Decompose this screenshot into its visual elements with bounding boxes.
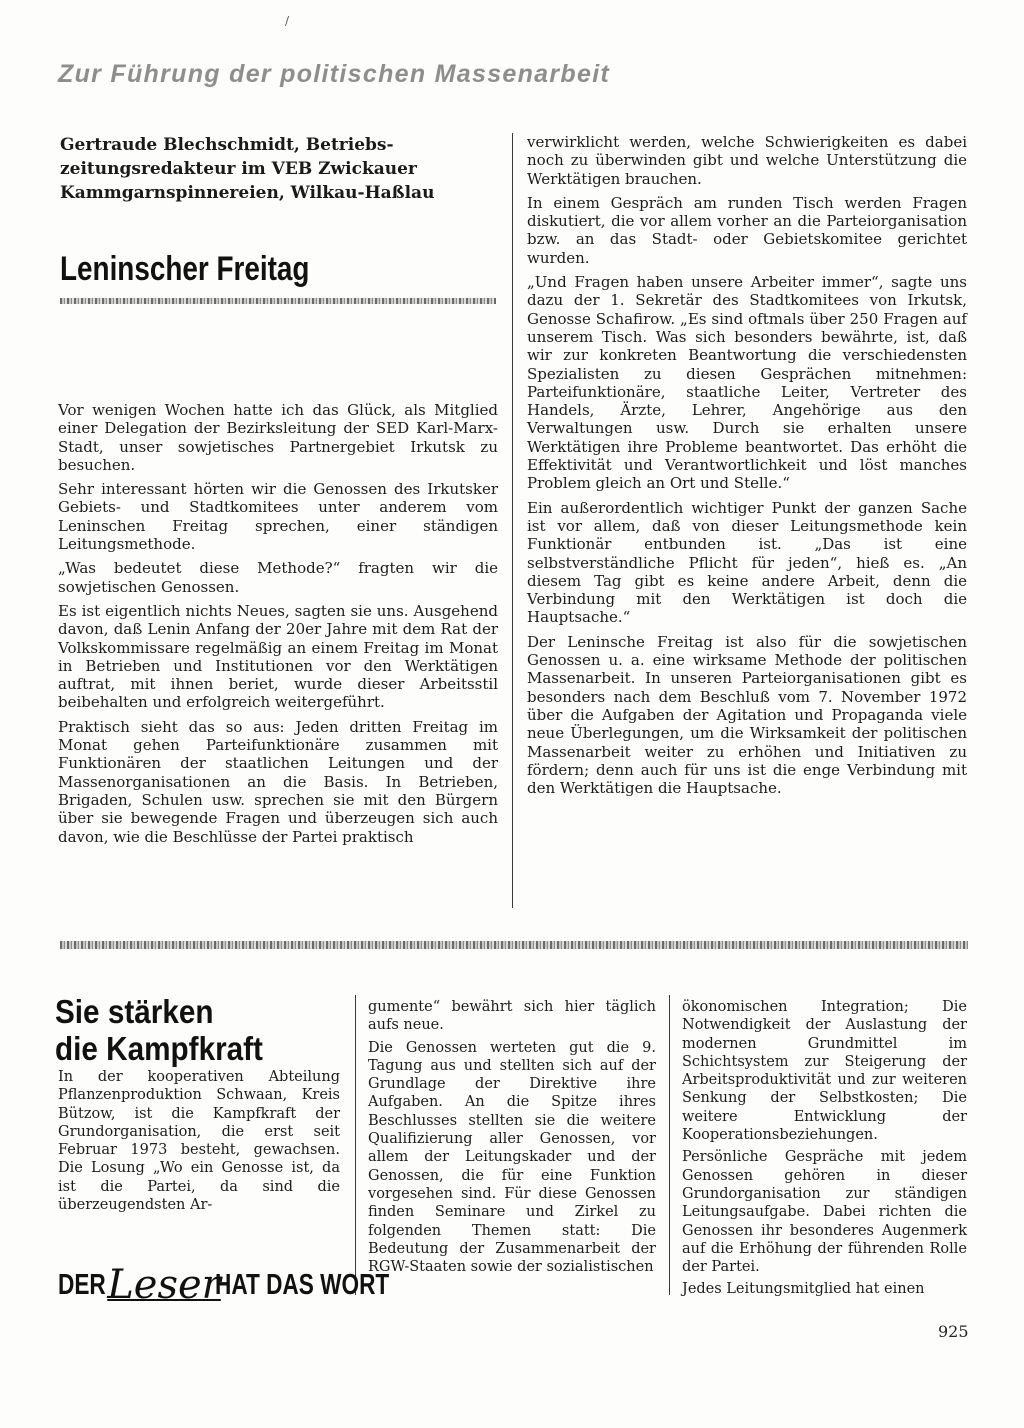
paragraph: „Und Fragen haben unsere Arbeiter immer“, sagte uns dazu der 1. Sekretär des Stadtkomitees von Irkutsk, Genosse Schafirow. „Es sind oftmals über 250 Fragen auf unserem Tisch. Was sich besonders bewährte, ist, daß wir zur konkreten Beantwortung die verschiedensten Spezialisten zu diesen Gesprächen mitnehmen: Parteifunktionäre, staatliche Leiter, Vertreter des Handels, Ärzte, Lehrer, Angehörige aus den Verwaltungen usw. Durch sie erhalten unsere Werktätigen ihre Probleme beantwortet. Das erhöht die Effektivität und Verantwortlichkeit und löst manches Problem gleich an Ort und Stelle.“: [527, 273, 967, 493]
article2-column-2: [368, 998, 656, 1280]
author-line: Gertraude Blechschmidt, Betriebs-: [60, 135, 394, 155]
paragraph: gumente“ bewährt sich hier täglich aufs neue.: [368, 999, 656, 1034]
paragraph: Die Genossen werteten gut die 9. Tagung aus und stellten sich auf der Grundlage der Direktive ihre Aufgaben. An die Spitze ihres Beschlusses stellten sie die weitere Qualifizierung aller Genossen, vor allem der Leitungskader und der Genossen, die für eine Funktion vorgesehen sind. Für diese Genossen finden Seminare und Zirkel zu folgenden Themen statt: Die Bedeutung der Zusammenarbeit der RGW-Staaten sowie der sozialistischen: [368, 1039, 656, 1276]
column-divider: [512, 133, 513, 908]
article2-column-1: [58, 1068, 340, 1218]
logo-script-leser: Leser: [107, 1262, 221, 1308]
stray-mark: /: [285, 14, 290, 28]
column-divider: [669, 995, 670, 1295]
article-right-column: [527, 133, 967, 803]
title-rule: [60, 298, 496, 304]
paragraph: Es ist eigentlich nichts Neues, sagten sie uns. Ausgehend davon, daß Lenin Anfang der 20er Jahre mit dem Rat der Volkskommissare regelmäßig an einem Freitag im Monat in Betrieben und Institutionen vor den Werktätigen auftrat, mit ihnen beriet, wurde dieser Arbeitsstil beibehalten und erfolgreich weitergeführt.: [58, 601, 498, 712]
paragraph: Sehr interessant hörten wir die Genossen des Irkutsker Gebiets- und Stadtkomitees unter anderem vom Leninschen Freitag sprechen, einer ständigen Leitungsmethode.: [58, 480, 498, 554]
title-line: die Kampfkraft: [55, 1030, 263, 1067]
paragraph: ökonomischen Integration; Die Notwendigkeit der Auslastung der modernen Grundmittel im Schichtsystem zur Steigerung der Arbeitsproduktivität und zur weiteren Senkung der Selbstkosten; Die weitere Entwicklung der Kooperationsbeziehungen.: [682, 999, 967, 1144]
paragraph: Praktisch sieht das so aus: Jeden dritten Freitag im Monat gehen Parteifunktionäre zusammen mit Funktionären der staatlichen Leitungen und der Massenorganisationen an die Basis. In Betrieben, Brigaden, Schulen usw. sprechen sie mit den Bürgern über sie bewegende Fragen und überzeugen sich auch davon, wie die Beschlüsse der Partei praktisch: [58, 717, 498, 846]
author-block: [60, 133, 500, 205]
paragraph: Der Leninsche Freitag ist also für die sowjetischen Genossen u. a. eine wirksame Methode der politischen Massenarbeit. In unseren Parteiorganisationen gibt es besonders nach dem Beschluß vom 7. November 1972 über die Aufgaben der Agitation und Propaganda viele neue Überlegungen, um die Wirksamkeit der politischen Massenarbeit weiter zu erhöhen und Initiativen zu fördern; denn auch für uns ist die enge Verbindung mit den Werktätigen die Hauptsache.: [527, 632, 967, 798]
page-number: 925: [938, 1322, 969, 1341]
author-line: Kammgarnspinnereien, Wilkau-Haßlau: [60, 183, 435, 203]
paragraph: verwirklicht werden, welche Schwierigkeiten es dabei noch zu überwinden gibt und welche Unterstützung die Werktätigen brauchen.: [527, 133, 967, 188]
section-rule: [60, 941, 968, 949]
column-divider: [355, 995, 356, 1295]
article2-column-3: [682, 998, 967, 1303]
reader-column-logo: [58, 1262, 438, 1312]
paragraph: „Was bedeutet diese Methode?“ fragten wir die sowjetischen Genossen.: [58, 559, 498, 596]
paragraph: Jedes Leitungsmitglied hat einen: [682, 1281, 925, 1298]
article-left-column: [58, 401, 498, 852]
paragraph: In der kooperativen Abteilung Pflanzenproduktion Schwaan, Kreis Bützow, ist die Kampfkraft der Grundorganisation, die erst seit Februar 1973 besteht, gewachsen. Die Losung „Wo ein Genosse ist, da ist die Partei, da sind die überzeugendsten Ar-: [58, 1069, 340, 1214]
paragraph: Ein außerordentlich wichtiger Punkt der ganzen Sache ist vor allem, daß von dieser Leitungsmethode kein Funktionär entbunden ist. „Das ist eine selbstverständliche Pflicht für jeden“, hieß es. „An diesem Tag gibt es keine andere Arbeit, denn die Verbindung mit den Werktätigen ist doch die Hauptsache.“: [527, 498, 967, 627]
paragraph: Persönliche Gespräche mit jedem Genossen gehören in dieser Grundorganisation zur ständigen Leitungsaufgabe. Dabei richten die Genossen ihr besonderes Augenmerk auf die Erhöhung der führenden Rolle der Partei.: [682, 1149, 967, 1276]
article-title: Leninscher Freitag: [60, 250, 310, 288]
logo-text-hat-das-wort: HAT DAS WORT: [214, 1268, 390, 1301]
article2-title: [55, 993, 325, 1067]
paragraph: In einem Gespräch am runden Tisch werden Fragen diskutiert, die vor allem vorher an die Parteiorganisation bzw. an das Stadt- oder Gebietskomitee gerichtet wurden.: [527, 193, 967, 267]
paragraph: Vor wenigen Wochen hatte ich das Glück, als Mitglied einer Delegation der Bezirksleitung der SED Karl-Marx-Stadt, unser sowjetisches Partnergebiet Irkutsk zu besuchen.: [58, 401, 498, 474]
author-line: zeitungsredakteur im VEB Zwickauer: [60, 159, 417, 179]
title-line: Sie stärken: [55, 993, 214, 1030]
series-header: Zur Führung der politischen Massenarbeit: [58, 60, 611, 88]
logo-text-der: DER: [58, 1268, 106, 1301]
